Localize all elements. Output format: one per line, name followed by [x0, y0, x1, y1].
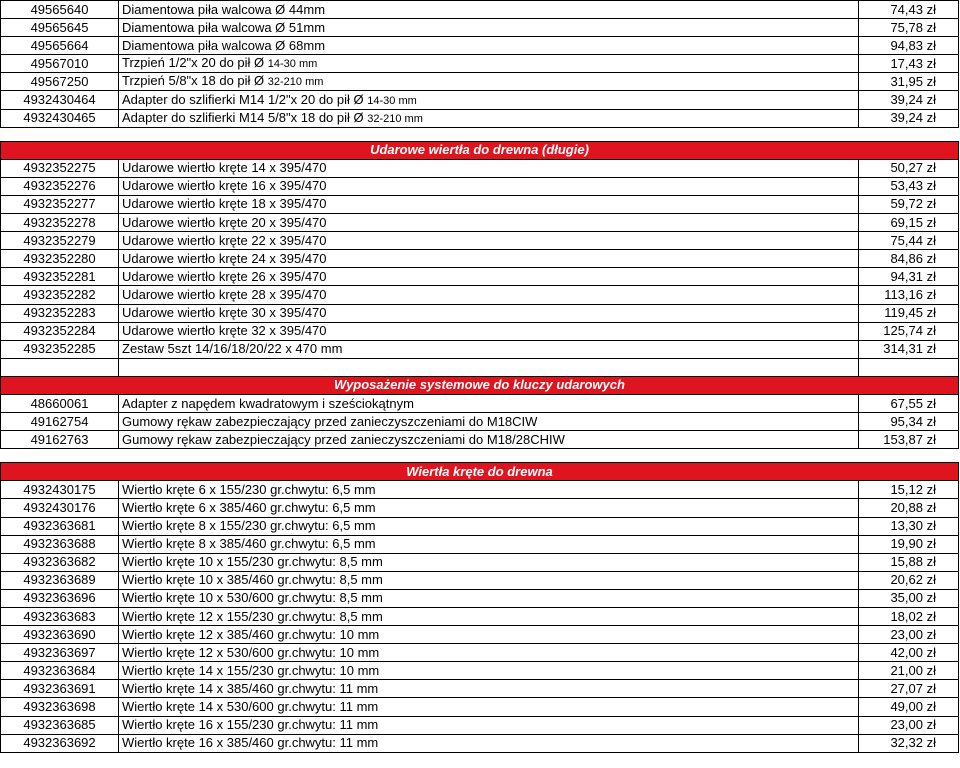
product-code: 49162763 [1, 431, 119, 449]
product-price: 95,34 zł [859, 413, 959, 431]
description-text: Udarowe wiertło kręte 24 x 395/470 [122, 250, 327, 266]
product-description [119, 589, 859, 607]
product-description [119, 734, 859, 752]
product-row [1, 195, 959, 213]
product-code: 4932363698 [1, 698, 119, 716]
description-text: Adapter z napędem kwadratowym i sześciokątnym [122, 395, 414, 411]
product-code: 49567250 [1, 73, 119, 91]
section-header-row [1, 141, 959, 159]
product-price: 75,78 zł [859, 19, 959, 37]
product-code: 4932352275 [1, 159, 119, 177]
description-text: Udarowe wiertło kręte 22 x 395/470 [122, 232, 327, 248]
spacer-row [1, 358, 959, 376]
product-description [119, 109, 859, 127]
product-row [1, 37, 959, 55]
product-row [1, 734, 959, 752]
product-code: 49162754 [1, 413, 119, 431]
description-text: Wiertło kręte 8 x 155/230 gr.chwytu: 6,5 mm [122, 518, 376, 534]
product-row [1, 1, 959, 19]
product-code: 4932430465 [1, 109, 119, 127]
product-code: 4932363696 [1, 589, 119, 607]
product-row [1, 394, 959, 412]
product-description [119, 413, 859, 431]
description-size-range: 32-210 mm [367, 112, 423, 125]
description-text: Gumowy rękaw zabezpieczający przed zanieczyszczeniami do M18/28CHIW [122, 431, 565, 447]
product-code: 4932352283 [1, 304, 119, 322]
description-text: Wiertło kręte 14 x 385/460 gr.chwytu: 11 mm [122, 680, 379, 696]
product-description [119, 431, 859, 449]
description-text: Wiertło kręte 8 x 385/460 gr.chwytu: 6,5 mm [122, 536, 376, 552]
description-text: Udarowe wiertło kręte 26 x 395/470 [122, 268, 327, 284]
product-price: 21,00 zł [859, 662, 959, 680]
spacer-row [1, 127, 959, 141]
product-price: 94,83 zł [859, 37, 959, 55]
product-code: 4932363684 [1, 662, 119, 680]
product-code: 4932363691 [1, 680, 119, 698]
product-price: 35,00 zł [859, 589, 959, 607]
product-price: 15,12 zł [859, 481, 959, 499]
product-price: 84,86 zł [859, 250, 959, 268]
description-text: Wiertło kręte 10 x 155/230 gr.chwytu: 8,5 mm [122, 554, 383, 570]
product-description [119, 698, 859, 716]
product-code: 4932363685 [1, 716, 119, 734]
product-row [1, 286, 959, 304]
empty-cell [859, 358, 959, 376]
product-price: 125,74 zł [859, 322, 959, 340]
product-row [1, 91, 959, 109]
section-title: Wiertła kręte do drewna [1, 463, 959, 481]
product-code: 4932352282 [1, 286, 119, 304]
section-header-row [1, 463, 959, 481]
product-code: 4932430175 [1, 481, 119, 499]
product-row [1, 109, 959, 127]
product-row [1, 232, 959, 250]
product-row [1, 589, 959, 607]
product-price: 39,24 zł [859, 109, 959, 127]
product-code: 4932352281 [1, 268, 119, 286]
product-description [119, 322, 859, 340]
product-code: 49565664 [1, 37, 119, 55]
description-text: Adapter do szlifierki M14 5/8"x 18 do pił Ø [122, 109, 368, 125]
spacer-row [1, 449, 959, 463]
product-price: 94,31 zł [859, 268, 959, 286]
description-text: Udarowe wiertło kręte 18 x 395/470 [122, 196, 327, 212]
product-description [119, 304, 859, 322]
product-price: 119,45 zł [859, 304, 959, 322]
product-price: 27,07 zł [859, 680, 959, 698]
product-price: 153,87 zł [859, 431, 959, 449]
product-price: 53,43 zł [859, 177, 959, 195]
product-row [1, 268, 959, 286]
product-code: 4932352276 [1, 177, 119, 195]
product-description [119, 286, 859, 304]
description-text: Trzpień 1/2"x 20 do pił Ø [122, 55, 268, 71]
product-description [119, 232, 859, 250]
description-size-range: 32-210 mm [267, 76, 324, 89]
product-row [1, 553, 959, 571]
section-title: Udarowe wiertła do drewna (długie) [1, 141, 959, 159]
product-row [1, 304, 959, 322]
empty-cell [119, 358, 859, 376]
product-price: 20,88 zł [859, 499, 959, 517]
description-text: Wiertło kręte 10 x 530/600 gr.chwytu: 8,5 mm [122, 590, 383, 606]
product-description [119, 394, 859, 412]
product-price: 74,43 zł [859, 1, 959, 19]
product-price: 314,31 zł [859, 340, 959, 358]
product-row [1, 680, 959, 698]
description-text: Wiertło kręte 14 x 155/230 gr.chwytu: 10 mm [122, 662, 380, 678]
product-description [119, 19, 859, 37]
product-description [119, 55, 859, 73]
product-description [119, 499, 859, 517]
product-description [119, 481, 859, 499]
product-description [119, 535, 859, 553]
product-description [119, 250, 859, 268]
product-row [1, 517, 959, 535]
product-description [119, 1, 859, 19]
section-header-row [1, 376, 959, 394]
product-price: 69,15 zł [859, 214, 959, 232]
product-row [1, 159, 959, 177]
product-code: 49565640 [1, 1, 119, 19]
description-size-range: 14-30 mm [367, 94, 417, 107]
description-text: Udarowe wiertło kręte 20 x 395/470 [122, 214, 327, 230]
product-row [1, 698, 959, 716]
product-price: 18,02 zł [859, 608, 959, 626]
product-price: 39,24 zł [859, 91, 959, 109]
product-price: 32,32 zł [859, 734, 959, 752]
description-text: Wiertło kręte 6 x 385/460 gr.chwytu: 6,5 mm [122, 499, 376, 515]
product-row [1, 662, 959, 680]
description-text: Wiertło kręte 12 x 530/600 gr.chwytu: 10 mm [122, 644, 380, 660]
description-text: Wiertło kręte 14 x 530/600 gr.chwytu: 11 mm [122, 699, 379, 715]
product-price: 113,16 zł [859, 286, 959, 304]
product-code: 4932352280 [1, 250, 119, 268]
product-description [119, 91, 859, 109]
product-price: 42,00 zł [859, 644, 959, 662]
product-price: 13,30 zł [859, 517, 959, 535]
product-row [1, 413, 959, 431]
product-description [119, 626, 859, 644]
product-row [1, 481, 959, 499]
product-description [119, 195, 859, 213]
product-price: 59,72 zł [859, 195, 959, 213]
description-text: Diamentowa piła walcowa Ø 44mm [122, 1, 326, 17]
empty-cell [1, 127, 959, 141]
description-text: Wiertło kręte 16 x 385/460 gr.chwytu: 11 mm [122, 735, 379, 751]
product-price: 31,95 zł [859, 73, 959, 91]
product-description [119, 177, 859, 195]
product-price: 17,43 zł [859, 55, 959, 73]
product-row [1, 535, 959, 553]
product-row [1, 340, 959, 358]
product-code: 4932352278 [1, 214, 119, 232]
product-row [1, 499, 959, 517]
product-row [1, 571, 959, 589]
product-description [119, 571, 859, 589]
description-text: Zestaw 5szt 14/16/18/20/22 x 470 mm [122, 341, 343, 357]
product-code: 4932352285 [1, 340, 119, 358]
product-code: 49567010 [1, 55, 119, 73]
product-code: 4932430464 [1, 91, 119, 109]
description-size-range: 14-30 mm [267, 58, 318, 71]
product-description [119, 268, 859, 286]
product-code: 4932363682 [1, 553, 119, 571]
product-code: 4932352284 [1, 322, 119, 340]
product-description [119, 340, 859, 358]
product-price: 20,62 zł [859, 571, 959, 589]
product-code: 49565645 [1, 19, 119, 37]
description-text: Udarowe wiertło kręte 32 x 395/470 [122, 323, 327, 339]
description-text: Wiertło kręte 12 x 155/230 gr.chwytu: 8,5 mm [122, 608, 383, 624]
product-description [119, 553, 859, 571]
description-text: Udarowe wiertło kręte 14 x 395/470 [122, 160, 327, 176]
product-description [119, 37, 859, 55]
product-code: 4932363688 [1, 535, 119, 553]
product-description [119, 662, 859, 680]
product-price: 50,27 zł [859, 159, 959, 177]
product-row [1, 55, 959, 73]
description-text: Adapter do szlifierki M14 1/2"x 20 do pił Ø [122, 91, 368, 107]
product-code: 4932352277 [1, 195, 119, 213]
product-code: 4932363692 [1, 734, 119, 752]
product-description [119, 716, 859, 734]
product-description [119, 159, 859, 177]
product-code: 48660061 [1, 394, 119, 412]
product-row [1, 19, 959, 37]
product-description [119, 214, 859, 232]
product-price: 49,00 zł [859, 698, 959, 716]
description-text: Udarowe wiertło kręte 28 x 395/470 [122, 286, 327, 302]
product-row [1, 73, 959, 91]
product-code: 4932363690 [1, 626, 119, 644]
price-table-body [1, 1, 959, 753]
product-price: 23,00 zł [859, 626, 959, 644]
product-row [1, 214, 959, 232]
description-text: Gumowy rękaw zabezpieczający przed zanieczyszczeniami do M18CIW [122, 413, 538, 429]
product-description [119, 680, 859, 698]
description-text: Wiertło kręte 12 x 385/460 gr.chwytu: 10 mm [122, 626, 380, 642]
product-price: 75,44 zł [859, 232, 959, 250]
description-text: Wiertło kręte 16 x 155/230 gr.chwytu: 11 mm [122, 717, 379, 733]
description-text: Diamentowa piła walcowa Ø 68mm [122, 37, 326, 53]
product-code: 4932363681 [1, 517, 119, 535]
product-price: 19,90 zł [859, 535, 959, 553]
description-text: Diamentowa piła walcowa Ø 51mm [122, 19, 326, 35]
description-text: Wiertło kręte 10 x 385/460 gr.chwytu: 8,5 mm [122, 572, 383, 588]
section-title: Wyposażenie systemowe do kluczy udarowych [1, 376, 959, 394]
empty-cell [1, 449, 959, 463]
product-description [119, 73, 859, 91]
product-description [119, 644, 859, 662]
product-code: 4932430176 [1, 499, 119, 517]
product-row [1, 626, 959, 644]
product-row [1, 177, 959, 195]
description-text: Udarowe wiertło kręte 16 x 395/470 [122, 178, 327, 194]
product-price: 23,00 zł [859, 716, 959, 734]
empty-cell [1, 358, 119, 376]
product-code: 4932363683 [1, 608, 119, 626]
product-row [1, 431, 959, 449]
description-text: Wiertło kręte 6 x 155/230 gr.chwytu: 6,5 mm [122, 481, 376, 497]
product-code: 4932363689 [1, 571, 119, 589]
product-description [119, 608, 859, 626]
description-text: Trzpień 5/8"x 18 do pił Ø [122, 73, 268, 89]
description-text: Udarowe wiertło kręte 30 x 395/470 [122, 305, 327, 321]
product-row [1, 250, 959, 268]
product-price: 15,88 zł [859, 553, 959, 571]
product-row [1, 716, 959, 734]
product-description [119, 517, 859, 535]
product-price: 67,55 zł [859, 394, 959, 412]
product-code: 4932363697 [1, 644, 119, 662]
product-row [1, 644, 959, 662]
product-code: 4932352279 [1, 232, 119, 250]
product-row [1, 608, 959, 626]
product-row [1, 322, 959, 340]
